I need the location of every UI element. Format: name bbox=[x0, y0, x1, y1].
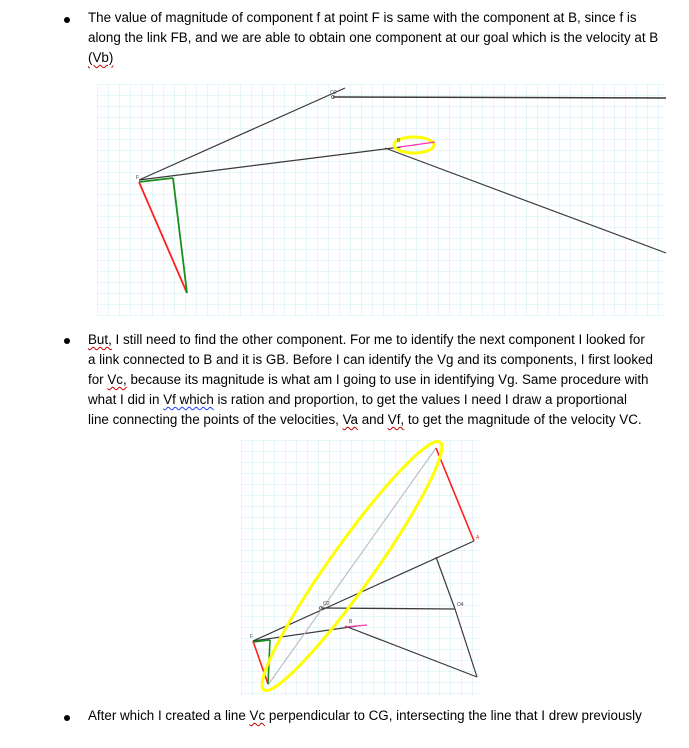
paragraph-2-line-3-c: because its magnitude is what am I going to use in identifying Vg. Same procedure with bbox=[126, 372, 649, 387]
label-a: A bbox=[476, 535, 480, 541]
paragraph-2-line-5-e: to get the magnitude of the velocity VC. bbox=[404, 412, 642, 427]
paragraph-3-line-1-a: After which I created a line bbox=[88, 708, 250, 723]
figure-2 bbox=[241, 440, 481, 696]
paragraph-2-line-5-c: and bbox=[357, 412, 388, 427]
figure-2-grid bbox=[241, 440, 479, 696]
paragraph-2-vf: Vf, bbox=[387, 412, 405, 427]
bullet-2 bbox=[64, 338, 70, 344]
paragraph-2-vc: Vc, bbox=[107, 372, 127, 387]
paragraph-2-line-3 bbox=[88, 370, 684, 390]
paragraph-2-line-5-a: line connecting the points of the velocities, bbox=[88, 412, 343, 427]
paragraph-2-line-4-c: is ration and proportion, to get the values I need I draw a proportional bbox=[213, 392, 627, 407]
label-f: F bbox=[250, 634, 254, 640]
paragraph-3-line-1-c: perpendicular to CG, intersecting the line that I drew previously bbox=[265, 708, 642, 723]
paragraph-2-line-1 bbox=[88, 330, 684, 350]
paragraph-3 bbox=[88, 706, 684, 726]
paragraph-2 bbox=[88, 330, 684, 430]
bullet-3 bbox=[64, 715, 70, 721]
label-b: B bbox=[349, 619, 353, 625]
paragraph-1-line-3: (Vb) bbox=[88, 50, 114, 65]
link-o2-ground bbox=[333, 97, 666, 98]
label-f: F bbox=[136, 175, 140, 181]
paragraph-2-but: But, bbox=[88, 332, 112, 347]
label-o4: O4 bbox=[457, 602, 464, 608]
paragraph-2-line-4-a: what I did in bbox=[88, 392, 164, 407]
paragraph-2-line-1-text: I still need to find the other component. For me to identify the next component I looked for bbox=[111, 332, 645, 347]
paragraph-3-vc: Vc bbox=[249, 708, 266, 723]
label-o2: O2 bbox=[330, 90, 337, 96]
paragraph-2-line-2: a link connected to B and it is GB. Before I can identify the Vg and its components, I first looked bbox=[88, 352, 653, 367]
paragraph-1-line-1: The value of magnitude of component f at point F is same with the component at B, since f is bbox=[88, 10, 637, 25]
paragraph-1-line-2: along the link FB, and we are able to obtain one component at our goal which is the velocity at B bbox=[88, 30, 659, 45]
paragraph-2-line-5 bbox=[88, 410, 684, 430]
paragraph-1 bbox=[88, 8, 684, 68]
paragraph-2-line-4 bbox=[88, 390, 684, 410]
label-o2: O2 bbox=[323, 601, 330, 607]
paragraph-2-line-3-a: for bbox=[88, 372, 108, 387]
paragraph-3-line-1 bbox=[88, 706, 684, 726]
figure-1 bbox=[97, 84, 670, 316]
label-b: B bbox=[397, 138, 401, 144]
paragraph-2-va: Va bbox=[342, 412, 358, 427]
paragraph-2-vf-which: Vf which bbox=[163, 392, 214, 407]
bullet-1 bbox=[64, 17, 70, 23]
